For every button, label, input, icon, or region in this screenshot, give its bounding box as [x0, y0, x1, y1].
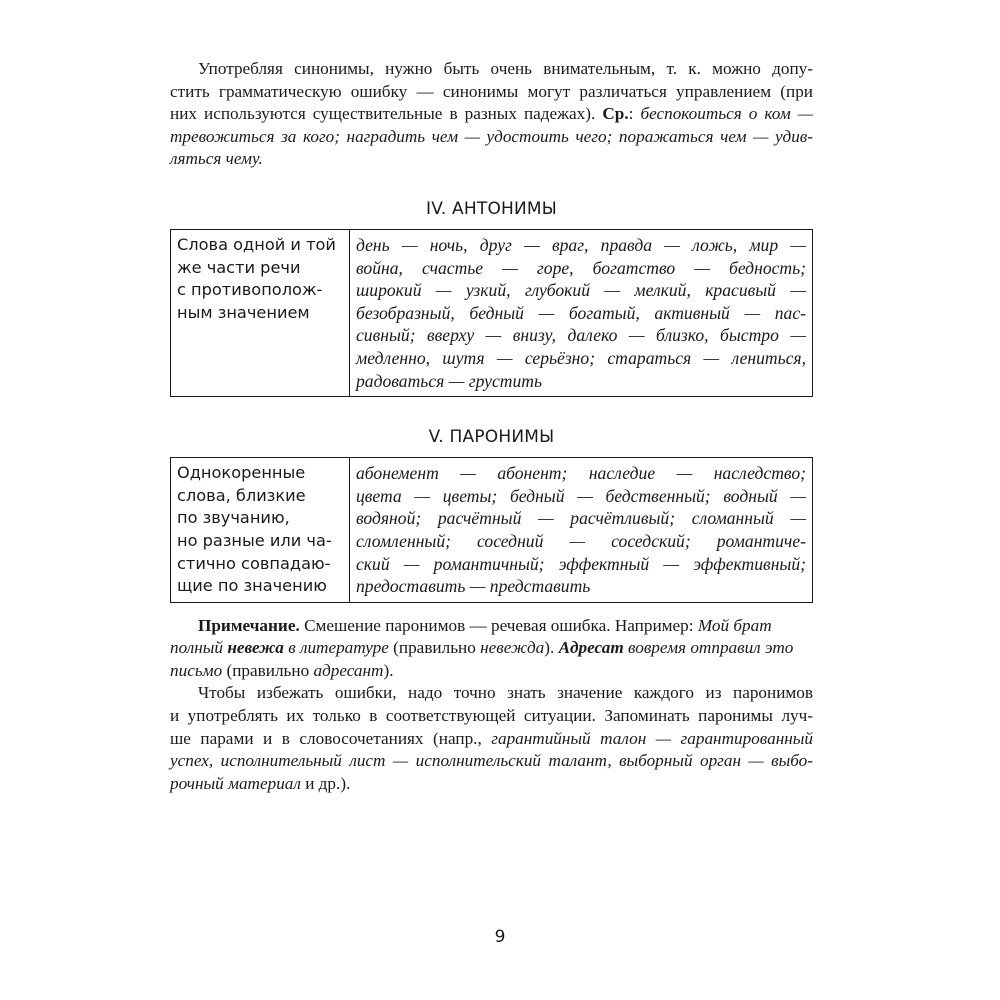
antonyms-table — [170, 229, 813, 397]
highlighted-word: Адресат — [558, 638, 624, 658]
paronyms-heading: V. ПАРОНИМЫ — [428, 427, 555, 448]
paronyms-definition-cell — [171, 458, 350, 603]
example-run: письмо — [170, 660, 223, 680]
example-run: вовремя отправил это — [623, 638, 794, 658]
example-line: безобразный, бедный — богатый, активный — пас- — [356, 302, 806, 323]
advice-paragraph — [170, 682, 813, 795]
example-line: радоваться — грустить — [356, 370, 543, 391]
example-line: предоставить — представить — [356, 576, 591, 597]
term-line: с противополож- — [177, 280, 323, 300]
text-run: ). — [544, 638, 559, 658]
table-row — [171, 229, 813, 396]
term-line: но разные или ча- — [177, 530, 332, 550]
paronyms-examples-cell — [350, 458, 813, 603]
example-line: сивный; вверху — внизу, далеко — близко, быстро — — [356, 325, 806, 346]
term-line: же части речи — [177, 257, 301, 277]
text-run: и др.). — [300, 773, 351, 793]
text-run: (правильно — [222, 660, 314, 680]
term-line: Слова одной и той — [177, 234, 336, 254]
text-line: ляться чему. — [170, 149, 263, 169]
term-line: стично совпадаю- — [177, 553, 331, 573]
page-content — [170, 58, 813, 795]
text-line: Чтобы избежать ошибки, надо точно знать значение каждого из паронимов — [198, 683, 813, 703]
term-line: щие по значению — [177, 576, 327, 596]
text-run: ). — [383, 660, 394, 680]
compare-label: Ср. — [602, 104, 629, 124]
example-run: гарантийный талон — гарантированный — [491, 728, 813, 748]
term-line: слова, близкие — [177, 485, 306, 505]
text-line — [170, 728, 813, 751]
text-run: : — [628, 104, 641, 124]
antonyms-examples-cell — [350, 229, 813, 396]
example-line: сломленный; соседний — соседский; романтиче- — [356, 530, 806, 551]
example-line: ский — романтичный; эффектный — эффективный; — [356, 553, 806, 574]
example-line: водяной; расчётный — расчётливый; сломанный — — [356, 508, 806, 529]
example-run: полный — [170, 638, 228, 658]
example-line: цвета — цветы; бедный — бедственный; водный — — [356, 485, 806, 506]
example-run: адресант — [313, 660, 384, 680]
text-line: успех, исполнительный лист — исполнительский талант, выборный орган — выбо- — [170, 751, 813, 771]
example-run: в литературе — [283, 638, 389, 658]
text-line — [170, 103, 813, 126]
page-number: 9 — [494, 927, 506, 947]
antonyms-definition-cell — [171, 229, 350, 396]
text-run: Смешение паронимов — речевая ошибка. Например: — [299, 615, 698, 635]
text-line: Употребляя синонимы, нужно быть очень внимательным, т. к. можно допу- — [198, 59, 813, 78]
text-line: и употреблять их только в соответствующей ситуации. Запоминать паронимы луч- — [170, 706, 813, 726]
text-line: тревожиться за кого; наградить чем — удостоить чего; поражаться чем — удив- — [170, 126, 813, 146]
term-line: ным значением — [177, 302, 310, 322]
note-label: Примечание. — [198, 615, 300, 635]
example-line: широкий — узкий, глубокий — мелкий, красивый — — [356, 280, 806, 301]
example-run: беспокоиться о ком — — [640, 104, 813, 124]
example-run: Мой брат — [697, 615, 772, 635]
example-line: война, счастье — горе, богатство — бедность; — [356, 257, 806, 278]
text-run: ше парами и в словосочетаниях (напр., — [170, 728, 492, 748]
paronyms-table — [170, 457, 813, 603]
antonyms-heading: IV. АНТОНИМЫ — [425, 198, 557, 219]
highlighted-word: невежа — [227, 638, 284, 658]
term-line: Однокоренные — [177, 463, 306, 483]
note-paragraph — [170, 615, 813, 683]
text-run: (правильно — [388, 638, 481, 658]
example-run: рочный материал — [170, 773, 301, 793]
example-line: день — ночь, друг — враг, правда — ложь, мир — — [356, 234, 806, 255]
table-row — [171, 458, 813, 603]
term-line: по звучанию, — [177, 508, 290, 528]
example-line: абонемент — абонент; наследие — наследство; — [356, 463, 806, 484]
example-line: медленно, шутя — серьёзно; стараться — лениться, — [356, 347, 806, 368]
text-line — [170, 773, 813, 796]
text-line: стить грамматическую ошибку — синонимы могут различаться управлением (при — [170, 81, 813, 101]
synonyms-paragraph — [170, 58, 813, 171]
text-run: них используются существительные в разных падежах). — [170, 104, 603, 124]
example-run: невежда — [480, 638, 545, 658]
